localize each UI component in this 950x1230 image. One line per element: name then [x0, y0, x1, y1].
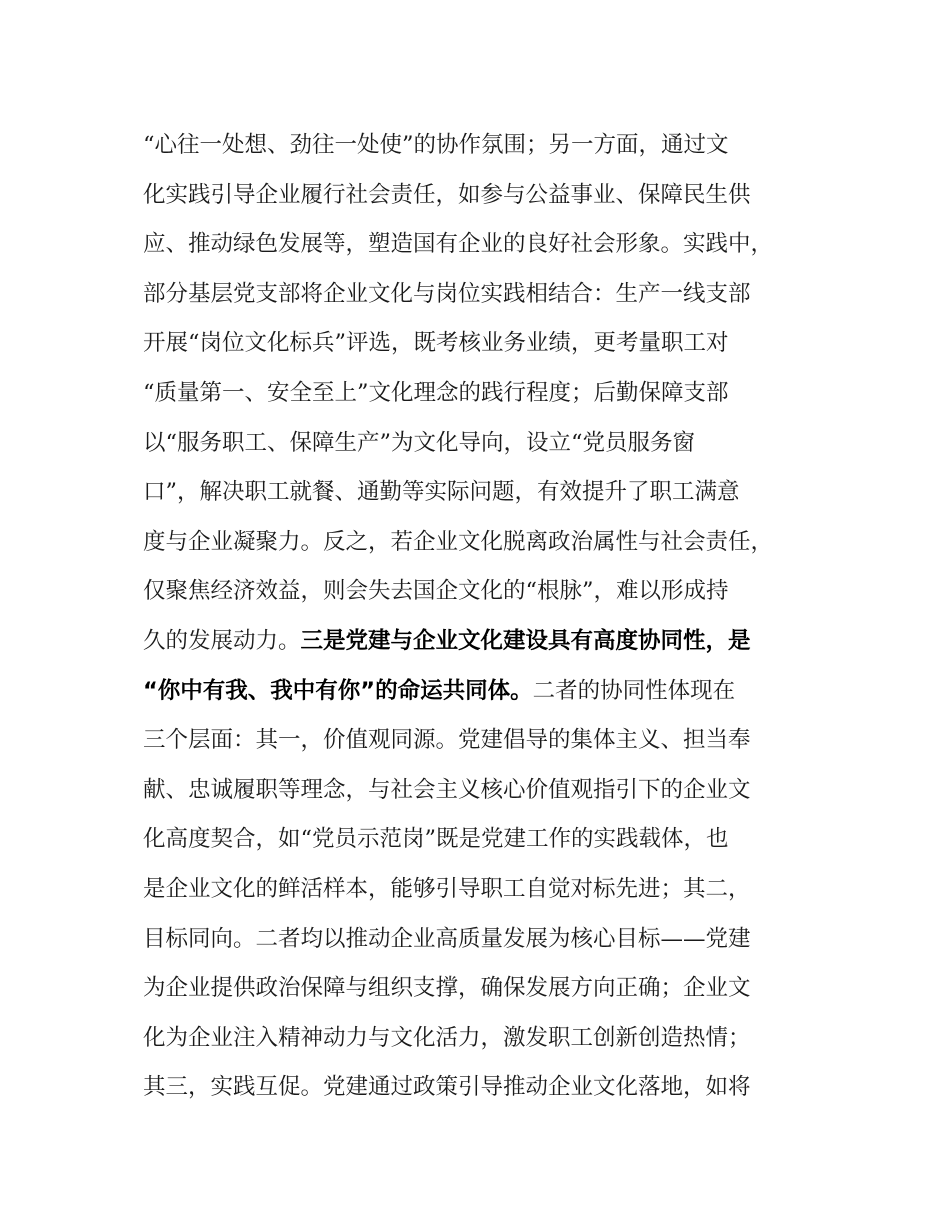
text-segment: 化实践引导企业履行社会责任，如参与公益事业、保障民生供 [143, 181, 751, 208]
text-line [143, 419, 833, 469]
text-segment: 度与企业凝聚力。反之，若企业文化脱离政治属性与社会责任， [143, 528, 774, 555]
text-line [143, 1014, 833, 1064]
text-line [143, 171, 833, 221]
bold-text-segment: “你中有我、我中有你”的命运共同体。 [143, 677, 533, 704]
text-segment: 是企业文化的鲜活样本，能够引导职工自觉对标先进；其二， [143, 875, 751, 902]
text-line [143, 319, 833, 369]
text-line [143, 915, 833, 965]
text-segment: 其三，实践互促。党建通过政策引导推动企业文化落地，如将 [143, 1074, 751, 1101]
text-segment: 目标同向。二者均以推动企业高质量发展为核心目标——党建 [143, 925, 751, 952]
text-segment: 以“服务职工、保障生产”为文化导向，设立“党员服务窗 [143, 429, 696, 456]
text-line [143, 716, 833, 766]
text-line [143, 865, 833, 915]
text-segment: 部分基层党支部将企业文化与岗位实践相结合：生产一线支部 [143, 280, 751, 307]
text-line [143, 369, 833, 419]
text-line [143, 567, 833, 617]
text-segment: 三个层面：其一，价值观同源。党建倡导的集体主义、担当奉 [143, 727, 751, 754]
text-segment: 献、忠诚履职等理念，与社会主义核心价值观指引下的企业文 [143, 776, 751, 803]
text-segment: 二者的协同性体现在 [532, 677, 736, 704]
text-line [143, 964, 833, 1014]
text-line [143, 468, 833, 518]
text-segment: 开展“岗位文化标兵”评选，既考核业务业绩，更考量职工对 [143, 330, 729, 357]
text-segment: 口”，解决职工就餐、通勤等实际问题，有效提升了职工满意 [143, 479, 740, 506]
text-segment: 化高度契合，如“党员示范岗”既是党建工作的实践载体，也 [143, 826, 729, 853]
text-line [143, 766, 833, 816]
text-segment: 仅聚焦经济效益，则会失去国企文化的“根脉”，难以形成持 [143, 578, 729, 605]
text-segment: 久的发展动力。 [143, 627, 301, 654]
text-segment: 应、推动绿色发展等，塑造国有企业的良好社会形象。实践中， [143, 231, 774, 258]
text-line [143, 121, 833, 171]
text-segment: “质量第一、安全至上”文化理念的践行程度；后勤保障支部 [143, 379, 729, 406]
text-line [143, 518, 833, 568]
text-line [143, 220, 833, 270]
text-line [143, 815, 833, 865]
text-segment: 为企业提供政治保障与组织支撑，确保发展方向正确；企业文 [143, 975, 751, 1002]
text-line [143, 270, 833, 320]
text-line [143, 617, 833, 667]
body-paragraph [143, 121, 833, 1113]
text-line [143, 667, 833, 717]
bold-text-segment: 三是党建与企业文化建设具有高度协同性，是 [300, 627, 751, 654]
text-segment: 化为企业注入精神动力与文化活力，激发职工创新创造热情； [143, 1024, 751, 1051]
text-segment: “心往一处想、劲往一处使”的协作氛围；另一方面，通过文 [143, 132, 729, 158]
text-line [143, 1063, 833, 1113]
